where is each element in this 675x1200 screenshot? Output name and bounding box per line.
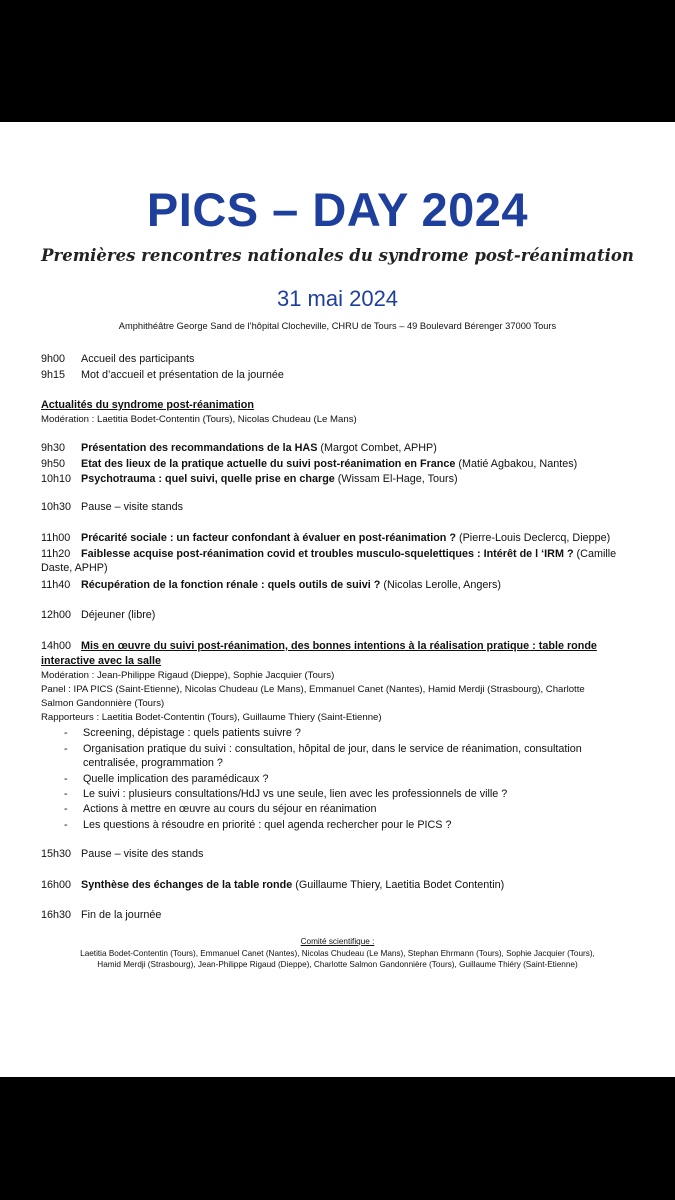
- list-item: - Les questions à résoudre en priorité : quel agenda rechercher pour le PICS ?: [64, 818, 654, 832]
- item-time: 10h30: [41, 501, 72, 513]
- talk-speaker: (Matié Agbakou, Nantes): [455, 458, 578, 470]
- talk-speaker: (Wissam El-Hage, Tours): [334, 473, 458, 485]
- item-text: Fin de la journée: [81, 909, 162, 921]
- item-time: 15h30: [41, 848, 72, 860]
- talk-title: Etat des lieux de la pratique actuelle du suivi post-réanimation en France: [81, 458, 456, 470]
- schedule-item: [41, 441, 437, 455]
- section-moderation: Modération : Laetitia Bodet-Contentin (Tours), Nicolas Chudeau (Le Mans): [41, 414, 357, 425]
- list-item: - Organisation pratique du suivi : consultation, hôpital de jour, dans le service de réanimation, consultation: [64, 742, 654, 756]
- roundtable-moderation: Modération : Jean-Philippe Rigaud (Dieppe), Sophie Jacquier (Tours): [41, 670, 335, 681]
- schedule-item: [41, 472, 458, 486]
- talk-title: Faiblesse acquise post-réanimation covid et troubles musculo-squelettiques : Intérêt de l ‘IRM ?: [81, 548, 574, 560]
- roundtable-panel-continued: Salmon Gandonnière (Tours): [41, 698, 165, 709]
- committee-members: [50, 948, 625, 970]
- item-time: 9h00: [41, 353, 66, 365]
- item-time: 16h00: [41, 879, 72, 891]
- list-item-text: centralisée, programmation ?: [83, 757, 223, 769]
- item-time: 10h10: [41, 473, 72, 485]
- item-time: 9h30: [41, 442, 66, 454]
- roundtable-title-line1: Mis en œuvre du suivi post-réanimation, des bonnes intentions à la réalisation pratique : table ronde: [81, 640, 597, 652]
- talk-speaker: (Nicolas Lerolle, Angers): [380, 579, 501, 591]
- schedule-item: [41, 578, 501, 592]
- list-item-text: Organisation pratique du suivi : consultation, hôpital de jour, dans le service de réanimation, consultation: [83, 743, 582, 755]
- talk-speaker-continued: Daste, APHP): [41, 562, 108, 574]
- roundtable-panel: Panel : IPA PICS (Saint-Etienne), Nicolas Chudeau (Le Mans), Emmanuel Canet (Nantes), Hamid Merdji (Strasbourg), Charlotte: [41, 684, 585, 695]
- talk-title: Psychotrauma : quel suivi, quelle prise en charge: [81, 473, 335, 485]
- list-item-text: Le suivi : plusieurs consultations/HdJ vs une seule, lien avec les professionnels de ville ?: [83, 788, 508, 800]
- schedule-item: [41, 368, 284, 382]
- roundtable-rapporteurs: Rapporteurs : Laetitia Bodet-Contentin (Tours), Guillaume Thiery (Saint-Etienne): [41, 712, 382, 723]
- program-page: [0, 122, 675, 1077]
- list-item: - Actions à mettre en œuvre au cours du séjour en réanimation: [64, 802, 654, 816]
- item-text: Déjeuner (libre): [81, 609, 156, 621]
- item-time: 16h30: [41, 909, 72, 921]
- roundtable-time: 14h00: [41, 640, 72, 652]
- list-item: - Screening, dépistage : quels patients suivre ?: [64, 726, 654, 740]
- talk-title: Synthèse des échanges de la table ronde: [81, 879, 293, 891]
- item-text: Mot d’accueil et présentation de la journée: [81, 369, 284, 381]
- talk-speaker: (Camille: [573, 548, 617, 560]
- schedule-item: [41, 908, 161, 922]
- schedule-item: [41, 500, 183, 514]
- list-item: - Le suivi : plusieurs consultations/HdJ vs une seule, lien avec les professionnels de ville ?: [64, 787, 654, 801]
- talk-speaker: (Pierre-Louis Declercq, Dieppe): [456, 532, 611, 544]
- schedule-item: [41, 847, 203, 861]
- schedule-item: [41, 457, 577, 471]
- page-subtitle: Premières rencontres nationales du syndrome post-réanimation: [41, 246, 634, 265]
- event-date: 31 mai 2024: [276, 286, 399, 311]
- schedule-item: [41, 878, 504, 892]
- item-time: 11h00: [41, 532, 71, 544]
- section-title: Actualités du syndrome post-réanimation: [41, 399, 254, 411]
- talk-speaker: (Guillaume Thiery, Laetitia Bodet Contentin): [292, 879, 505, 891]
- item-text: Accueil des participants: [81, 353, 195, 365]
- list-item-text: Actions à mettre en œuvre au cours du séjour en réanimation: [83, 803, 377, 815]
- talk-title: Présentation des recommandations de la HAS: [81, 442, 318, 454]
- schedule-item: [41, 547, 616, 561]
- schedule-item: [41, 608, 155, 622]
- schedule-item: [41, 531, 610, 545]
- talk-speaker: (Margot Combet, APHP): [317, 442, 437, 454]
- talk-title: Récupération de la fonction rénale : quels outils de suivi ?: [81, 579, 381, 591]
- talk-title: Précarité sociale : un facteur confondant à évaluer en post-réanimation ?: [81, 532, 456, 544]
- schedule-item: [41, 352, 194, 366]
- item-text: Pause – visite des stands: [81, 848, 204, 860]
- list-item-text: Quelle implication des paramédicaux ?: [83, 773, 269, 785]
- list-item-text: Les questions à résoudre en priorité : quel agenda rechercher pour le PICS ?: [83, 819, 452, 831]
- item-time: 11h40: [41, 579, 71, 591]
- committee-line: Hamid Merdji (Strasbourg), Jean-Philippe Rigaud (Dieppe), Charlotte Salmon Gandonnière (Tours), Guillaume Thiéry (Saint-Etienne): [97, 960, 578, 969]
- item-time: 11h20: [41, 548, 71, 560]
- item-time: 9h15: [41, 369, 66, 381]
- list-item: - Quelle implication des paramédicaux ?: [64, 772, 654, 786]
- roundtable-title-line2: interactive avec la salle: [41, 655, 162, 667]
- list-item-continued: [64, 756, 654, 770]
- item-time: 9h50: [41, 458, 66, 470]
- committee-title: Comité scientifique :: [300, 937, 375, 946]
- event-venue: Amphithéâtre George Sand de l’hôpital Clocheville, CHRU de Tours – 49 Boulevard Bérenger 37000 Tours: [118, 321, 557, 331]
- committee-line: Laetitia Bodet-Contentin (Tours), Emmanuel Canet (Nantes), Nicolas Chudeau (Le Mans), Stephan Ehrmann (Tours), Sophie Jacquier (Tours),: [80, 949, 595, 958]
- item-text: Pause – visite stands: [81, 501, 184, 513]
- item-time: 12h00: [41, 609, 72, 621]
- list-item-text: Screening, dépistage : quels patients suivre ?: [83, 727, 301, 739]
- page-title: PICS – DAY 2024: [146, 183, 529, 236]
